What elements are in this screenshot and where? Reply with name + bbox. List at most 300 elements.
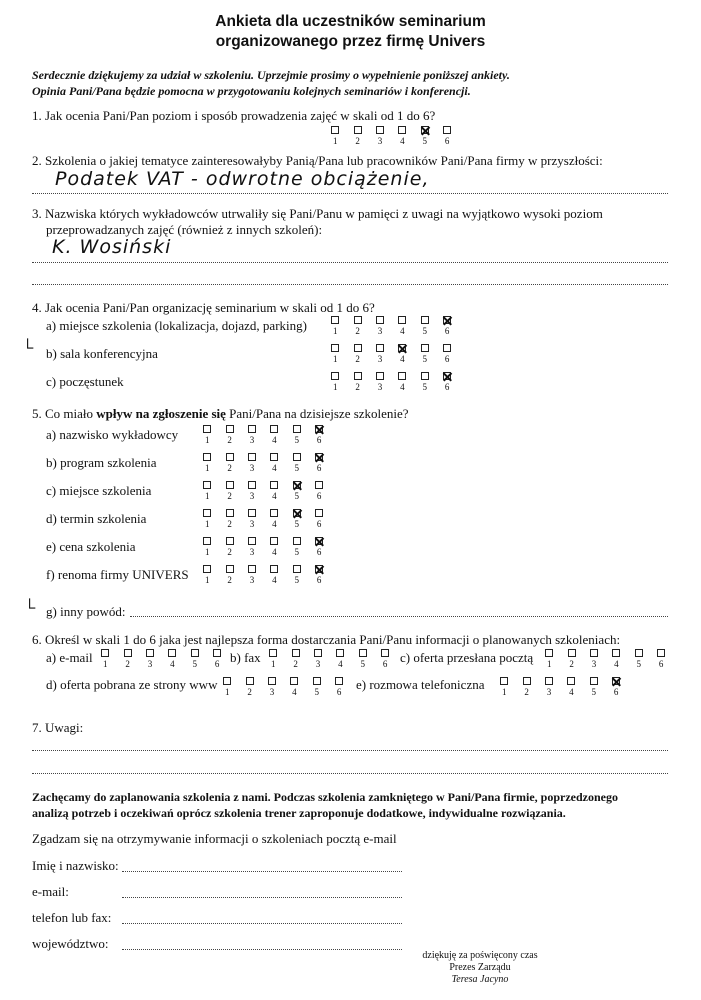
checkbox[interactable] [421, 126, 429, 134]
rating-number: 2 [227, 575, 232, 585]
q6-item-label-b: b) fax [230, 650, 261, 665]
checkbox[interactable] [226, 509, 234, 517]
rating-option-5[interactable] [286, 565, 308, 586]
q3-answer-line-2 [32, 284, 668, 285]
rating-option-1[interactable] [324, 344, 346, 365]
rating-number: 1 [204, 519, 210, 529]
rating-option-2[interactable] [560, 649, 582, 670]
rating-option-3[interactable] [241, 425, 263, 446]
rating-number: 5 [422, 136, 427, 146]
rating-option-2[interactable] [346, 344, 368, 365]
q5-rating-scale-d[interactable] [196, 509, 330, 530]
checkbox[interactable] [290, 677, 298, 685]
checkbox[interactable] [545, 677, 553, 685]
rating-number: 5 [636, 659, 641, 669]
question-3-line2: przeprowadzanych zajęć (również z innych szkoleń): [46, 222, 323, 237]
rating-number: 6 [444, 382, 450, 392]
rating-option-3[interactable] [241, 509, 263, 530]
rating-number: 2 [227, 491, 232, 501]
rating-option-2[interactable] [218, 481, 240, 502]
checkbox[interactable] [268, 677, 276, 685]
checkbox[interactable] [635, 649, 643, 657]
q3-handwritten-answer[interactable]: K. Wosiński [52, 236, 172, 258]
rating-number: 1 [204, 463, 210, 473]
rating-number: 4 [400, 354, 405, 364]
checkbox[interactable] [315, 537, 323, 545]
rating-option-3[interactable] [261, 677, 283, 698]
q4-item-label-a: a) miejsce szkolenia (lokalizacja, dojazd, parking) [46, 318, 307, 333]
rating-option-2[interactable] [218, 565, 240, 586]
checkbox[interactable] [590, 677, 598, 685]
q7-answer-line-2[interactable] [32, 773, 668, 774]
rating-option-6[interactable] [436, 316, 458, 337]
checkbox[interactable] [213, 649, 221, 657]
q1-rating-scale[interactable] [324, 126, 458, 147]
checkbox[interactable] [226, 425, 234, 433]
rating-number: 2 [125, 659, 130, 669]
rating-number: 3 [315, 659, 321, 669]
rating-number: 1 [332, 136, 338, 146]
rating-option-6[interactable] [605, 677, 627, 698]
rating-number: 6 [316, 435, 322, 445]
form-email-field[interactable] [122, 897, 402, 898]
q7-answer-line-1[interactable] [32, 750, 668, 751]
rating-number: 1 [332, 382, 338, 392]
rating-option-4[interactable] [391, 344, 413, 365]
checkbox[interactable] [293, 565, 301, 573]
rating-option-6[interactable] [308, 481, 330, 502]
rating-option-4[interactable] [283, 677, 305, 698]
rating-number: 2 [569, 659, 574, 669]
rating-option-2[interactable] [515, 677, 537, 698]
checkbox[interactable] [443, 316, 451, 324]
rating-number: 6 [214, 659, 220, 669]
checkbox[interactable] [293, 481, 301, 489]
checkbox[interactable] [313, 677, 321, 685]
checkbox[interactable] [315, 481, 323, 489]
rating-number: 2 [227, 519, 232, 529]
checkbox[interactable] [657, 649, 665, 657]
rating-number: 6 [316, 491, 322, 501]
checkbox[interactable] [315, 453, 323, 461]
checkbox[interactable] [331, 372, 339, 380]
question-4: 4. Jak ocenia Pani/Pan organizację seminarium w skali od 1 do 6? [32, 300, 375, 315]
rating-option-6[interactable] [328, 677, 350, 698]
form-region-field[interactable] [122, 949, 402, 950]
checkbox[interactable] [203, 425, 211, 433]
q6-rating-scale-c[interactable] [538, 649, 672, 670]
checkbox[interactable] [421, 316, 429, 324]
rating-number: 2 [227, 463, 232, 473]
rating-option-1[interactable] [196, 565, 218, 586]
checkbox[interactable] [270, 565, 278, 573]
q4-item-label-c: c) poczęstunek [46, 374, 124, 389]
checkbox[interactable] [376, 344, 384, 352]
q6-rating-scale-d[interactable] [216, 677, 350, 698]
rating-option-1[interactable] [324, 126, 346, 147]
rating-option-4[interactable] [391, 126, 413, 147]
q6-rating-scale-a[interactable] [94, 649, 228, 670]
rating-option-2[interactable] [346, 316, 368, 337]
checkbox[interactable] [293, 425, 301, 433]
checkbox[interactable] [226, 537, 234, 545]
checkbox[interactable] [248, 425, 256, 433]
rating-option-2[interactable] [218, 537, 240, 558]
checkbox[interactable] [612, 677, 620, 685]
rating-number: 5 [294, 547, 299, 557]
rating-number: 3 [377, 382, 383, 392]
checkbox[interactable] [293, 453, 301, 461]
checkbox[interactable] [270, 481, 278, 489]
form-email-label: e-mail: [32, 884, 69, 899]
rating-number: 3 [249, 519, 255, 529]
rating-option-3[interactable] [307, 649, 329, 670]
rating-number: 6 [613, 687, 619, 697]
rating-number: 3 [249, 463, 255, 473]
checkbox[interactable] [248, 565, 256, 573]
rating-option-6[interactable] [308, 453, 330, 474]
checkbox[interactable] [315, 425, 323, 433]
rating-option-4[interactable] [329, 649, 351, 670]
checkbox[interactable] [500, 677, 508, 685]
checkbox[interactable] [223, 677, 231, 685]
checkbox[interactable] [203, 509, 211, 517]
rating-number: 2 [524, 687, 529, 697]
q4-rating-scale-b[interactable] [324, 344, 458, 365]
rating-option-2[interactable] [116, 649, 138, 670]
q5-rating-scale-b[interactable] [196, 453, 330, 474]
checkbox[interactable] [359, 649, 367, 657]
q5-item-label-a: a) nazwisko wykładowcy [46, 427, 179, 442]
rating-option-6[interactable] [206, 649, 228, 670]
checkbox[interactable] [203, 565, 211, 573]
rating-number: 3 [249, 547, 255, 557]
rating-number: 1 [102, 659, 108, 669]
rating-option-5[interactable] [414, 316, 436, 337]
rating-number: 3 [546, 687, 552, 697]
checkmark-tick-icon: └ [22, 340, 34, 357]
checkbox[interactable] [421, 372, 429, 380]
rating-option-2[interactable] [284, 649, 306, 670]
checkbox[interactable] [226, 481, 234, 489]
checkbox[interactable] [335, 677, 343, 685]
rating-option-3[interactable] [538, 677, 560, 698]
rating-number: 6 [444, 136, 450, 146]
rating-number: 5 [422, 382, 427, 392]
rating-option-5[interactable] [286, 453, 308, 474]
rating-option-2[interactable] [218, 509, 240, 530]
rating-number: 4 [400, 326, 405, 336]
checkbox[interactable] [443, 344, 451, 352]
q5-other-line[interactable] [130, 616, 668, 617]
checkbox[interactable] [246, 677, 254, 685]
rating-option-1[interactable] [262, 649, 284, 670]
checkbox[interactable] [293, 537, 301, 545]
rating-option-3[interactable] [241, 537, 263, 558]
rating-option-5[interactable] [184, 649, 206, 670]
form-name-label: Imię i nazwisko: [32, 858, 119, 873]
rating-number: 3 [377, 136, 383, 146]
rating-number: 3 [249, 491, 255, 501]
checkbox[interactable] [270, 537, 278, 545]
rating-number: 6 [336, 687, 342, 697]
checkbox[interactable] [270, 425, 278, 433]
checkbox[interactable] [270, 509, 278, 517]
rating-option-4[interactable] [161, 649, 183, 670]
rating-option-1[interactable] [196, 481, 218, 502]
rating-option-5[interactable] [286, 481, 308, 502]
rating-option-2[interactable] [218, 453, 240, 474]
checkbox[interactable] [421, 344, 429, 352]
rating-option-1[interactable] [216, 677, 238, 698]
question-5-bold: wpływ na zgłoszenie się [96, 406, 226, 421]
checkbox[interactable] [443, 126, 451, 134]
checkbox[interactable] [315, 509, 323, 517]
rating-number: 2 [247, 687, 252, 697]
rating-number: 1 [332, 354, 338, 364]
checkbox[interactable] [376, 126, 384, 134]
rating-option-4[interactable] [263, 565, 285, 586]
q2-handwritten-answer[interactable]: Podatek VAT - odwrotne obciążenie, [55, 168, 430, 190]
q3-answer-line-1 [32, 262, 668, 263]
rating-option-4[interactable] [263, 453, 285, 474]
rating-number: 4 [614, 659, 619, 669]
q2-answer-line [32, 193, 668, 194]
checkbox[interactable] [203, 537, 211, 545]
rating-number: 5 [192, 659, 197, 669]
rating-option-5[interactable] [306, 677, 328, 698]
rating-option-1[interactable] [94, 649, 116, 670]
checkbox[interactable] [203, 453, 211, 461]
checkbox[interactable] [191, 649, 199, 657]
q5-item-label-d: d) termin szkolenia [46, 511, 147, 526]
rating-option-6[interactable] [308, 425, 330, 446]
checkbox[interactable] [146, 649, 154, 657]
rating-number: 4 [170, 659, 175, 669]
question-5 [32, 406, 409, 422]
rating-option-6[interactable] [308, 565, 330, 586]
rating-option-1[interactable] [324, 316, 346, 337]
rating-option-4[interactable] [263, 537, 285, 558]
rating-number: 6 [444, 354, 450, 364]
rating-option-4[interactable] [560, 677, 582, 698]
rating-option-6[interactable] [436, 126, 458, 147]
question-6: 6. Określ w skali 1 do 6 jaka jest najlepsza forma dostarczania Pani/Panu informacji o planowanych szkoleniach: [32, 632, 621, 647]
rating-option-1[interactable] [196, 425, 218, 446]
rating-option-4[interactable] [605, 649, 627, 670]
checkbox[interactable] [354, 126, 362, 134]
rating-option-4[interactable] [391, 316, 413, 337]
checkbox[interactable] [248, 537, 256, 545]
rating-number: 4 [338, 659, 343, 669]
rating-option-2[interactable] [346, 126, 368, 147]
rating-option-2[interactable] [218, 425, 240, 446]
rating-option-5[interactable] [286, 509, 308, 530]
intro-line1: Serdecznie dziękujemy za udział w szkoleniu. Uprzejmie prosimy o wypełnienie poniższej ankiety. [32, 68, 510, 82]
rating-number: 5 [294, 435, 299, 445]
rating-option-6[interactable] [308, 509, 330, 530]
checkbox[interactable] [269, 649, 277, 657]
rating-number: 1 [332, 326, 338, 336]
rating-option-4[interactable] [391, 372, 413, 393]
checkbox[interactable] [248, 453, 256, 461]
q5-item-label-b: b) program szkolenia [46, 455, 157, 470]
checkbox[interactable] [248, 509, 256, 517]
q6-item-label-c: c) oferta przesłana pocztą [400, 650, 534, 665]
rating-number: 4 [272, 547, 277, 557]
rating-option-6[interactable] [374, 649, 396, 670]
rating-option-3[interactable] [241, 565, 263, 586]
intro-line2: Opinia Pani/Pana będzie pomocna w przygotowaniu kolejnych seminariów i konferencji. [32, 84, 471, 98]
q4-rating-scale-c[interactable] [324, 372, 458, 393]
promo-line1: Zachęcamy do zaplanowania szkolenia z nami. Podczas szkolenia zamkniętego w Pani/Pana firmie, poprzedzonego [32, 790, 618, 804]
q4-rating-scale-a[interactable] [324, 316, 458, 337]
checkbox[interactable] [590, 649, 598, 657]
checkbox[interactable] [331, 316, 339, 324]
checkbox[interactable] [398, 372, 406, 380]
checkbox[interactable] [523, 677, 531, 685]
q5-rating-scale-a[interactable] [196, 425, 330, 446]
q5-rating-scale-c[interactable] [196, 481, 330, 502]
checkbox[interactable] [203, 481, 211, 489]
checkbox[interactable] [314, 649, 322, 657]
q6-rating-scale-e[interactable] [493, 677, 627, 698]
rating-option-2[interactable] [346, 372, 368, 393]
rating-number: 6 [316, 575, 322, 585]
checkbox[interactable] [381, 649, 389, 657]
checkbox[interactable] [354, 344, 362, 352]
rating-option-5[interactable] [286, 537, 308, 558]
checkbox[interactable] [226, 453, 234, 461]
rating-option-5[interactable] [414, 126, 436, 147]
rating-option-3[interactable] [241, 453, 263, 474]
checkbox[interactable] [354, 316, 362, 324]
question-7: 7. Uwagi: [32, 720, 84, 735]
signature-name: Teresa Jacyno [451, 974, 509, 985]
rating-option-6[interactable] [650, 649, 672, 670]
q6-item-label-d: d) oferta pobrana ze strony www [46, 677, 218, 692]
rating-number: 1 [204, 435, 210, 445]
rating-number: 6 [382, 659, 388, 669]
checkbox[interactable] [124, 649, 132, 657]
checkbox[interactable] [398, 316, 406, 324]
rating-option-4[interactable] [263, 509, 285, 530]
rating-number: 1 [224, 687, 230, 697]
rating-number: 4 [272, 575, 277, 585]
rating-number: 2 [355, 136, 360, 146]
checkbox[interactable] [376, 372, 384, 380]
rating-number: 6 [316, 547, 322, 557]
checkbox[interactable] [376, 316, 384, 324]
rating-number: 5 [314, 687, 319, 697]
rating-number: 3 [249, 575, 255, 585]
checkbox[interactable] [226, 565, 234, 573]
rating-option-3[interactable] [139, 649, 161, 670]
rating-option-3[interactable] [241, 481, 263, 502]
rating-option-5[interactable] [628, 649, 650, 670]
checkbox[interactable] [248, 481, 256, 489]
q6-item-label-a: a) e-mail [46, 650, 93, 665]
checkbox[interactable] [270, 453, 278, 461]
rating-number: 5 [591, 687, 596, 697]
rating-number: 6 [444, 326, 450, 336]
rating-number: 6 [316, 519, 322, 529]
checkbox[interactable] [168, 649, 176, 657]
rating-option-1[interactable] [196, 537, 218, 558]
checkbox[interactable] [567, 677, 575, 685]
checkbox[interactable] [398, 344, 406, 352]
rating-number: 3 [147, 659, 153, 669]
rating-option-5[interactable] [414, 344, 436, 365]
rating-number: 6 [658, 659, 664, 669]
rating-number: 1 [204, 491, 210, 501]
checkbox[interactable] [443, 372, 451, 380]
checkbox[interactable] [568, 649, 576, 657]
rating-option-6[interactable] [308, 537, 330, 558]
rating-option-4[interactable] [263, 425, 285, 446]
rating-option-3[interactable] [583, 649, 605, 670]
checkmark-tick-icon: └ [24, 600, 36, 617]
rating-number: 1 [204, 575, 210, 585]
checkbox[interactable] [293, 509, 301, 517]
rating-option-3[interactable] [369, 126, 391, 147]
rating-option-5[interactable] [583, 677, 605, 698]
q5-rating-scale-e[interactable] [196, 537, 330, 558]
rating-option-5[interactable] [414, 372, 436, 393]
rating-number: 2 [355, 326, 360, 336]
checkbox[interactable] [354, 372, 362, 380]
q5-item-label-c: c) miejsce szkolenia [46, 483, 152, 498]
rating-number: 5 [422, 354, 427, 364]
rating-option-3[interactable] [369, 316, 391, 337]
rating-option-1[interactable] [493, 677, 515, 698]
rating-number: 5 [294, 491, 299, 501]
signature-role: Prezes Zarządu [449, 962, 511, 973]
rating-number: 4 [400, 136, 405, 146]
rating-option-4[interactable] [263, 481, 285, 502]
checkbox[interactable] [101, 649, 109, 657]
checkbox[interactable] [331, 126, 339, 134]
rating-option-3[interactable] [369, 344, 391, 365]
rating-number: 1 [270, 659, 276, 669]
form-name-field[interactable] [122, 871, 402, 872]
rating-option-5[interactable] [286, 425, 308, 446]
rating-option-1[interactable] [196, 509, 218, 530]
rating-option-1[interactable] [324, 372, 346, 393]
checkbox[interactable] [336, 649, 344, 657]
rating-option-3[interactable] [369, 372, 391, 393]
rating-option-6[interactable] [436, 344, 458, 365]
rating-option-1[interactable] [538, 649, 560, 670]
q5-item-label-f: f) renoma firmy UNIVERS [46, 567, 189, 582]
rating-option-2[interactable] [238, 677, 260, 698]
checkbox[interactable] [612, 649, 620, 657]
rating-option-6[interactable] [436, 372, 458, 393]
rating-option-1[interactable] [196, 453, 218, 474]
checkbox[interactable] [398, 126, 406, 134]
checkbox[interactable] [315, 565, 323, 573]
q5-rating-scale-f[interactable] [196, 565, 330, 586]
checkbox[interactable] [292, 649, 300, 657]
rating-option-5[interactable] [352, 649, 374, 670]
form-phone-label: telefon lub fax: [32, 910, 112, 925]
checkbox[interactable] [545, 649, 553, 657]
q6-item-label-e: e) rozmowa telefoniczna [356, 677, 485, 692]
q6-rating-scale-b[interactable] [262, 649, 396, 670]
checkbox[interactable] [331, 344, 339, 352]
form-phone-field[interactable] [122, 923, 402, 924]
rating-number: 3 [249, 435, 255, 445]
